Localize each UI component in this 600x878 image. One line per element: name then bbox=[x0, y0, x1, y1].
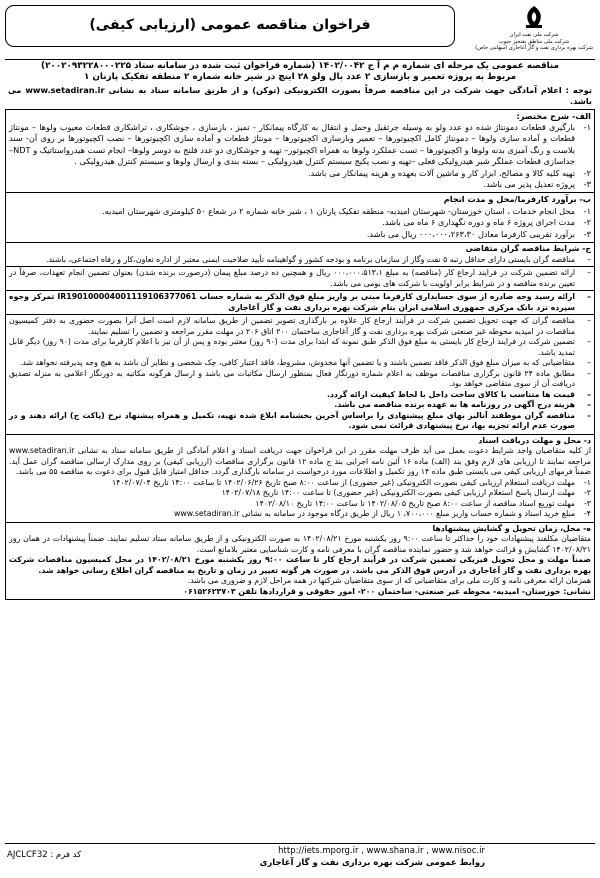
list-item: – ارائه تضمین شرکت در فرایند ارجاع کار (مناقصه) به مبلغ ۰۰۰،۰۰۰،۵۱۳،۱ ریال و همچنین ده درصد مبلغ پیمان (درصورت برنده شدن) بعنوان تضمین انجام تعهدات، صرفاً در تعیین برنده مناقصه و در شرایط برابر اولویت با شرکت های بومی می باشد. bbox=[9, 268, 591, 288]
list-item: – ارائه رسید وجه صادره از سوی حسابداری کارفرما مبنی بر واریز مبلغ فوق الذکر به شماره حساب IR190100004001119106377061 تمرکز وجوه سپرده نزد بانک مرکزی جمهوری اسلامی ایران بنام شرکت بهره برداری نفت و گاز آغاجاری bbox=[9, 292, 591, 312]
list-item: ۲- تهیه کلیه کالا و مصالح، ابزار کار و ماشین آلات بعهده و هزینه پیمانکار می باشد. bbox=[307, 167, 591, 178]
section-a bbox=[5, 109, 595, 194]
list-item: – هزینه درج آگهی در روزنامه ها به عهده برنده مناقصه می باشد. bbox=[334, 400, 591, 410]
section-e-title: ه- محل، زمان تحویل و گشایش پیشنهادها bbox=[432, 523, 591, 533]
list-item: – متقاضیانی که به میزان مبلغ فوق الذکر فاقد تضمین باشند و یا تضمین آنها مخدوش، مشروط، فاقد اعتبار کافی، چک شخصی و نظایر آن باشد به هیچ وجه پذیرفته نخواهد شد. bbox=[19, 358, 591, 368]
header bbox=[5, 3, 595, 60]
nioc-logo-icon bbox=[519, 5, 549, 29]
list-item: ۱- محل انجام خدمات ، استان خوزستان- شهرستان امیدیه- منطقه تفکیک پازنان ۱ ، شیر خانه شماره ۲ در شعاع ۵۰ کیلومتری شهرستان امیدیه. bbox=[102, 205, 591, 216]
footer-websites[interactable]: http://iets.mporg.ir , www.shana.ir , www.nisoc.ir bbox=[278, 846, 485, 856]
project-title: مربوط به پروژه تعمیر و بازسازی ۲ عدد بال ولو ۲۸ اینچ در شیر خانه شماره ۲ منطقه تفکیک پازنان ۱ bbox=[83, 72, 517, 83]
section-d-title: د- محل و مهلت دریافت اسناد bbox=[478, 435, 591, 445]
page-title: فراخوان مناقصه عمومی (ارزیابی کیفی) bbox=[5, 5, 455, 47]
list-item: – قیمت ها متناسب با کالای ساخت داخل با لحاظ کیفیت ارائه گردد. bbox=[326, 389, 591, 399]
section-e-paragraph: متقاضیان مکلفند پیشنهادات خود را حداکثر تا ساعت ۹:۰۰ روز یکشنبه مورخ ۱۴۰۲/۰۸/۲۱ به صورت الکترونیکی و از طریق سامانه ستاد تسلیم نمایند. ضمناً پیشنهادات در همان روز ۱۴۰۲/۰۸/۲۱ گشایش و قرائت خواهد شد و حضور نماینده مناقصه گران با معرفی نامه و کارت شناسایی معتبر بلامانع است. bbox=[9, 534, 591, 554]
section-c-title: ج- شرایط مناقصه گران متقاضی bbox=[465, 244, 591, 254]
section-d bbox=[5, 435, 595, 523]
section-e-paragraph: ضمناً مهلت و محل تحویل فیزیکی تضمین شرکت در فرآیند ارجاع کار تا ساعت ۹:۰۰ روز یکشنبه مورخ ۱۴۰۲/۰۸/۲۱ در محل کمیسیون مناقصات شرکت بهره برداری نفت و گاز آغاجاری در آدرس فوق الذکر می باشد. در صورت هر گونه تغییر در زمان و تاریخ به مناقصه گران اطلاع رسانی خواهد شد. bbox=[9, 555, 591, 575]
tender-number: مناقصه عمومی یک مرحله ای شماره م م آ ج ۱۴۰۲/۰۰۴۲ (شماره فراخوان ثبت شده در سامانه ستاد ۲۰۰۲۰۹۳۲۲۸۰۰۰۲۲۵) bbox=[41, 61, 559, 71]
list-item: – مناقصه گران موظفند آنالیز بهای مبلغ پیشنهادی را براساس آخرین بخشنامه ابلاغ شده تهیه، تکمیل و همراه پیشنهاد نرخ (پاکت ج) ارائه دهند و در صورت عدم ارائه تجزیه بها، نرخ پیشنهادی قرائت نمی شود. bbox=[9, 410, 591, 431]
section-a-title: الف- شرح مختصر: bbox=[516, 110, 591, 121]
company-line-1: شرکت ملی نفت ایران bbox=[509, 32, 559, 39]
list-item: – مطابق ماده ۲۴ قانون برگزاری مناقصات موظف به اعلام شماره دورنگار فعال بمنظور ارسال مکاتبات می باشد و ارسال هرگونه مکاتبه به دورنگار اعلامی به منزله تصدیق دریافت آن از سوی متقاضی خواهد بود. bbox=[9, 368, 591, 389]
list-item: – مناقصه گران که جهت تحویل تضمین شرکت در فرآیند ارجاع کار علاوه بر بارگذاری تصویر تضمین از طریق سامانه لازم است اصل آنرا بصورت حضوری به دفتر کمیسیون مناقصات در امیدیه محوطه غیر صنعتی شرکت بهره برداری نفت و گاز آغاجاری ساختمان ۲۰۰ اتاق ۲۰۶ در مهلت مقرر مراجعه و تضمین را تسلیم نمایند. bbox=[9, 316, 591, 336]
tender-notice bbox=[5, 3, 595, 872]
list-item: ۲- مدت اجرای پروژه ۶ ماه و دوره نگهداری ۶ ماه می باشد. bbox=[382, 217, 591, 228]
list-item: ۱- مهلت دریافت استعلام ارزیابی کیفی بصورت الکترونیکی (غیر حضوری) از ساعت ۸:۰۰ صبح تاریخ ۱۴۰۲/۰۶/۲۶ تا ساعت ۱۴:۰۰ تاریخ ۱۴۰۲/۰۷/۰۴ bbox=[111, 477, 591, 487]
list-item: ۳- برآورد تقریبی کارفرما معادل ۰۰۰،۰۰۰،۲۶۳،۳۰ ریال می باشد. bbox=[366, 228, 591, 239]
form-code-value: AJCLCF32 bbox=[7, 850, 48, 860]
contact-address: نشانی: خوزستان- امیدیه- محوطه غیر صنعتی- ساختمان ۲۰۰- امور حقوقی و قراردادها تلفن ۰۶۱۵۲۶۲۳۷۰۳ bbox=[183, 586, 591, 596]
footer-publisher: روابط عمومی شرکت بهره برداری نفت و گاز آغاجاری bbox=[259, 858, 485, 868]
list-item: ۴- مبلغ خرید اسناد و شماره حساب واریز مبلغ ۷۰۰،۰۰۰، ۱ ریال از طریق درگاه موجود در سامانه به نشانی www.setadiran.ir bbox=[173, 509, 591, 519]
list-item: – تضمین شرکت در فرایند ارجاع کار بایستی به مبلغ فوق الذکر طبق نمونه که ابتدا برای مدت (۹۰ روز) معتبر بوده و پس از آن نیز با اعلام کارفرما برای مدت (۹۰ روز) دیگر قابل تمدید باشد. bbox=[9, 337, 591, 357]
form-code-label: کد فرم : bbox=[50, 850, 82, 860]
company-line-3: شرکت بهره برداری نفت و گاز آغاجاری (سهامی خاص) bbox=[475, 44, 593, 51]
section-b bbox=[5, 193, 595, 243]
section-e-paragraph: همزمان ارائه معرفی نامه و کارت ملی برای متقاضیانی که از سوی متقاضیان شرکتها در همه مراحل لازم و ضروری می باشد. bbox=[187, 576, 591, 586]
company-line-2: شرکت ملی مناطق نفتخیز جنوب bbox=[498, 38, 570, 45]
list-item: ۳- پروژه تعدیل پذیر می باشد. bbox=[483, 179, 591, 190]
notice-note bbox=[8, 85, 592, 108]
list-item: ۲- مهلت ارسال پاسخ استعلام ارزیابی کیفی بصورت الکترونیکی (غیر حضوری) تا ساعت ۱۴:۰۰ تاریخ ۱۴۰۲/۰۷/۱۸ bbox=[221, 488, 591, 498]
list-item: ۱- بارگیری قطعات دمونتاژ شده دو عدد ولو به وسیله جرثقیل وحمل و انتقال به کارگاه پیمانکار - تمیز ، بازسازی ، جوشکاری ، تراشکاری قطعات معیوب ولوها – مونتاژ قطعات و آماده سازی ولوها – دمونتاژ کامل اکچیوتورها – تعمیر وبازسازی اکچیوتورها – مونتاژ قطعات و آماده سازی اکچیوتورها – نصب اکچیوتورها بر روی آن- سند بلاست و رنگ آمیزی بدنه ولوها و اکچیوتورها – تست عملکرد ولوها به همراه اکچیوتور– تهیه و جوشکاری دو عدد فلنج به دوسر ولوها– انجام تست هیدرواستاتیک و NDT– جداسازی قطعات عملگر شیر هیدرولیکی فعلی –تهیه و نصب پکیج سیستم کنترل هیدرولیکی – بسته بندی و ارسال ولوها و سیستم کنترل هیدرولیکی . bbox=[9, 122, 591, 167]
intro bbox=[5, 60, 595, 109]
note-text: اعلام آمادگی جهت شرکت در این مناقصه صرفاً بصورت الکترونیکی (توکن) و از طریق سامانه ستاد به نشانی www.setadiran.ir می باشد. bbox=[8, 84, 592, 107]
company-logo bbox=[475, 5, 593, 51]
list-item: ۳- مهلت توزیع اسناد مناقصه از ساعت ۸:۰۰ صبح تاریخ ۱۴۰۲/۰۸/۰۵ تا ساعت ۱۴:۰۰ تاریخ ۱۴۰۲/۰۸/۱۰ bbox=[255, 498, 591, 508]
section-c bbox=[5, 243, 595, 435]
section-e bbox=[5, 523, 595, 601]
form-code bbox=[7, 850, 81, 861]
list-item: – مناقصه گران بایستی دارای حداقل رتبه ۵ نفت وگاز از سازمان برنامه و بودجه کشور و گواهینامه تأیید صلاحیت ایمنی معتبر از اداره تعاون،کار و رفاه اجتماعی، باشند. bbox=[45, 254, 591, 264]
section-d-paragraph: از کلیه متقاضیان واجد شرایط دعوت بعمل می آید ظرف مهلت مقرر در این فراخوان جهت دریافت اسناد و اعلام آمادگی از طریق سامانه ستاد به نشانی www.setadiran.ir مراجعه نمایند تا ارزیابی های لازم وفق بند (الف) ماده ۱۶ آئین نامه اجرایی بند ج ماده ۱۲ قانون برگزاری مناقصات (ارزیابی کیفی) بر روی مدارک ارسالی مناقصه گران عمل آید. ضمناً فرمهای ارزیابی کیفی می بایستی طبق ماده ۱۴ روز تکمیل و اطلاعات مورد درخواست در سامانه بارگذاری گردد. حداقل امتیاز قابل قبول برای دعوت به مناقصه ۵۵ می باشد. bbox=[9, 446, 591, 477]
note-label: توجه : bbox=[565, 84, 592, 95]
footer bbox=[5, 843, 595, 872]
section-b-title: ب- برآورد کارفرما/محل و مدت انجام bbox=[443, 194, 591, 205]
